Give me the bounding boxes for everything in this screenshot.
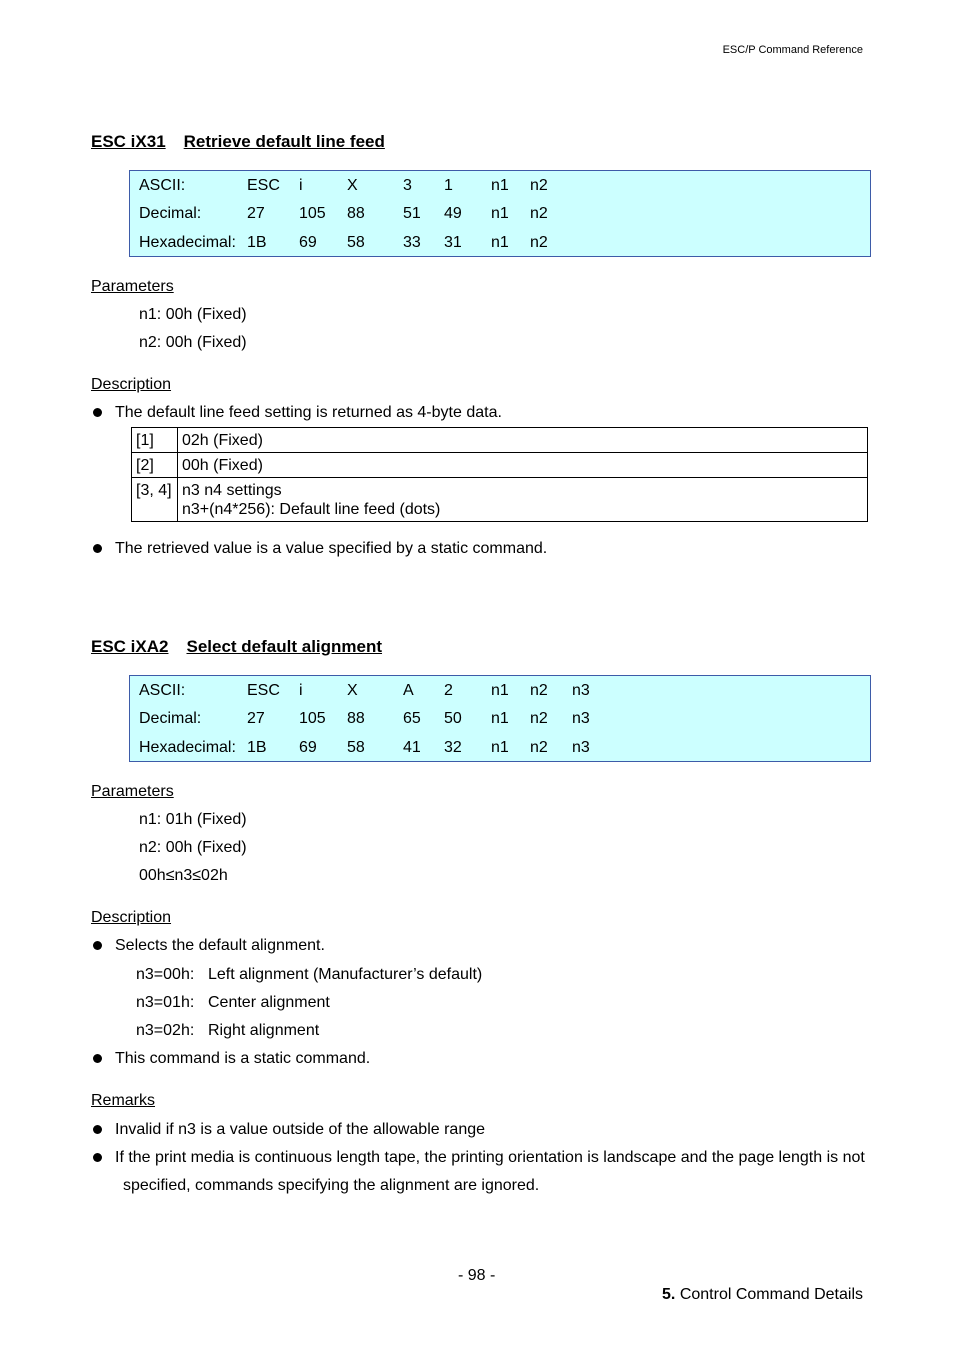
cell: n3 — [572, 710, 590, 727]
cell: ESC — [247, 177, 280, 194]
row-label: Decimal: — [139, 205, 202, 222]
row-label: Decimal: — [139, 710, 202, 727]
cell: 105 — [299, 205, 326, 222]
section1-code: ESC iX31 — [91, 132, 166, 151]
section1-parameters-heading: Parameters — [91, 278, 174, 295]
table-value: 00h (Fixed) — [178, 453, 868, 478]
bullet-icon — [93, 1125, 102, 1134]
table-value-line: n3 n4 settings — [182, 482, 282, 499]
cell: 27 — [247, 205, 265, 222]
cell: n2 — [530, 739, 548, 756]
cell: 88 — [347, 205, 365, 222]
cell: 1B — [247, 234, 267, 251]
alignment-text: Right alignment — [208, 1022, 320, 1039]
cell: 32 — [444, 739, 462, 756]
cell: A — [403, 682, 414, 699]
cell: 27 — [247, 710, 265, 727]
section1-description-heading: Description — [91, 376, 172, 393]
cell: n1 — [491, 682, 509, 699]
cell: 58 — [347, 234, 365, 251]
bullet-icon — [93, 941, 102, 950]
cell: n1 — [491, 177, 509, 194]
table-value-line: n3+(n4*256): Default line feed (dots) — [182, 501, 441, 518]
cell: n2 — [530, 177, 548, 194]
section2-remarks-heading: Remarks — [91, 1092, 156, 1109]
remark: If the print media is continuous length tape, the printing orientation is landscape and the page length is not — [115, 1149, 865, 1166]
cell: n1 — [491, 710, 509, 727]
cell: n1 — [491, 739, 509, 756]
bullet-icon — [93, 544, 102, 553]
cell: 51 — [403, 205, 421, 222]
cell: n3 — [572, 739, 590, 756]
cell: 33 — [403, 234, 421, 251]
return-data-table — [131, 427, 868, 522]
cell: i — [299, 177, 303, 194]
table-row — [132, 478, 868, 522]
row-label: ASCII: — [139, 177, 186, 194]
cell: 41 — [403, 739, 421, 756]
bullet-icon — [93, 1153, 102, 1162]
cell: 49 — [444, 205, 462, 222]
chapter-title: Control Command Details — [679, 1286, 863, 1303]
cell: 58 — [347, 739, 365, 756]
remark: Invalid if n3 is a value outside of the allowable range — [115, 1121, 486, 1138]
table-value — [178, 478, 868, 522]
cell: 69 — [299, 739, 317, 756]
table-key: [3, 4] — [132, 478, 178, 522]
cell: X — [347, 682, 358, 699]
cell: i — [299, 682, 303, 699]
section2-name: Select default alignment — [186, 637, 383, 656]
table-key: [2] — [132, 453, 178, 478]
section2-parameter: n2: 00h (Fixed) — [139, 839, 247, 856]
row-label: ASCII: — [139, 682, 186, 699]
cell: 2 — [444, 682, 453, 699]
alignment-text: Center alignment — [208, 994, 330, 1011]
page-number: - 98 - — [458, 1267, 496, 1284]
cell: 65 — [403, 710, 421, 727]
cell: 105 — [299, 710, 326, 727]
row-label: Hexadecimal: — [139, 234, 236, 251]
remark-continuation: specified, commands specifying the alignment are ignored. — [123, 1177, 540, 1194]
cell: n2 — [530, 205, 548, 222]
alignment-text: Left alignment (Manufacturer’s default) — [208, 966, 483, 983]
table-row — [132, 428, 868, 453]
cell: 88 — [347, 710, 365, 727]
header-reference: ESC/P Command Reference — [722, 44, 863, 56]
alignment-code: n3=00h: — [136, 966, 195, 983]
section2-bullet: This command is a static command. — [115, 1050, 371, 1067]
section2-code: ESC iXA2 — [91, 637, 169, 656]
cell: n1 — [491, 234, 509, 251]
cell: n1 — [491, 205, 509, 222]
section2-title — [91, 637, 382, 657]
cell: 3 — [403, 177, 412, 194]
section1-bullet: The default line feed setting is returned as 4-byte data. — [115, 404, 502, 421]
cell: X — [347, 177, 358, 194]
section1-title — [91, 132, 385, 152]
cell: 31 — [444, 234, 462, 251]
cell: ESC — [247, 682, 280, 699]
cell: n2 — [530, 710, 548, 727]
section1-name: Retrieve default line feed — [183, 132, 385, 151]
chapter-number: 5. — [662, 1286, 676, 1303]
cell: 50 — [444, 710, 462, 727]
footer-chapter — [662, 1286, 863, 1304]
cell: 69 — [299, 234, 317, 251]
section2-description-heading: Description — [91, 909, 172, 926]
row-label: Hexadecimal: — [139, 739, 236, 756]
cell: n2 — [530, 682, 548, 699]
cell: n2 — [530, 234, 548, 251]
cell: 1 — [444, 177, 453, 194]
table-key: [1] — [132, 428, 178, 453]
alignment-code: n3=02h: — [136, 1022, 195, 1039]
section2-parameter: 00h≤n3≤02h — [139, 867, 228, 884]
section1-parameter: n2: 00h (Fixed) — [139, 334, 247, 351]
table-row — [132, 453, 868, 478]
section2-parameters-heading: Parameters — [91, 783, 174, 800]
cell: 1B — [247, 739, 267, 756]
section1-command-box — [129, 170, 871, 257]
table-value: 02h (Fixed) — [178, 428, 868, 453]
section1-parameter: n1: 00h (Fixed) — [139, 306, 247, 323]
cell: n3 — [572, 682, 590, 699]
section2-bullet: Selects the default alignment. — [115, 937, 325, 954]
section2-parameter: n1: 01h (Fixed) — [139, 811, 247, 828]
section2-command-box — [129, 675, 871, 762]
alignment-code: n3=01h: — [136, 994, 195, 1011]
bullet-icon — [93, 408, 102, 417]
bullet-icon — [93, 1054, 102, 1063]
section1-bullet: The retrieved value is a value specified by a static command. — [115, 540, 548, 557]
